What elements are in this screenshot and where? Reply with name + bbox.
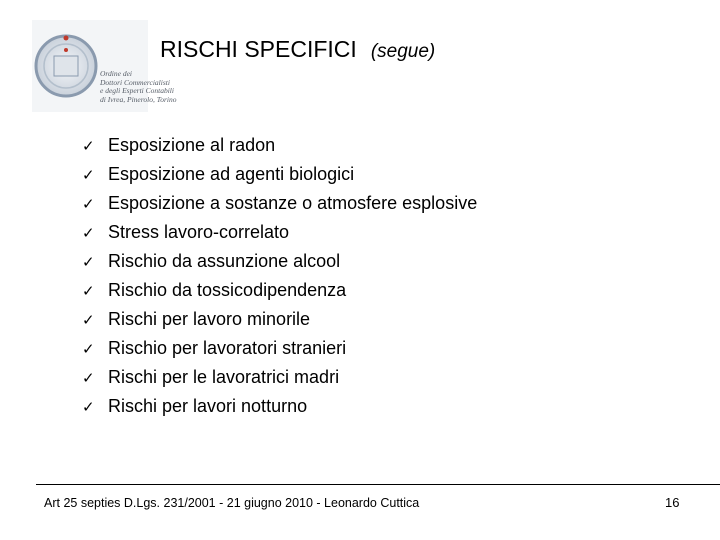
list-item-label: Rischio da tossicodipendenza [108, 280, 347, 300]
footer-divider [36, 484, 720, 485]
logo-line: e degli Esperti Contabili [100, 86, 174, 95]
footer-text: Art 25 septies D.Lgs. 231/2001 - 21 giugno 2010 - Leonardo Cuttica [44, 496, 420, 510]
list-item-label: Esposizione a sostanze o atmosfere esplosive [108, 193, 478, 213]
title-text: RISCHI SPECIFICI [160, 36, 357, 62]
logo-text [100, 70, 180, 104]
list-item [82, 363, 477, 392]
checkmark-icon: ✓ [82, 310, 95, 329]
list-item [82, 334, 477, 363]
list-item-label: Stress lavoro-correlato [108, 222, 290, 242]
list-item [82, 160, 477, 189]
list-item-label: Rischi per le lavoratrici madri [108, 367, 340, 387]
checkmark-icon: ✓ [82, 368, 95, 387]
list-item-label: Esposizione ad agenti biologici [108, 164, 355, 184]
subtitle-text: (segue) [370, 41, 436, 62]
checkmark-icon: ✓ [82, 165, 95, 184]
list-item [82, 276, 477, 305]
list-item-label: Esposizione al radon [108, 135, 276, 155]
checkmark-icon: ✓ [82, 223, 95, 242]
logo-line: Dottori Commercialisti [100, 77, 170, 87]
list-item-label: Rischio per lavoratori stranieri [108, 338, 347, 358]
risk-list [82, 131, 477, 421]
checkmark-icon: ✓ [82, 339, 95, 358]
checkmark-icon: ✓ [82, 252, 95, 271]
logo-line: di Ivrea, Pinerolo, Torino [100, 94, 177, 104]
slide-title [160, 36, 435, 63]
list-item-label: Rischi per lavoro minorile [108, 309, 311, 329]
list-item [82, 392, 477, 421]
list-item [82, 218, 477, 247]
list-item-label: Rischio da assunzione alcool [108, 251, 341, 271]
page-number: 16 [665, 495, 680, 510]
list-item [82, 247, 477, 276]
checkmark-icon: ✓ [82, 397, 95, 416]
checkmark-icon: ✓ [82, 281, 95, 300]
list-item [82, 131, 477, 160]
logo-line: Ordine dei [100, 69, 133, 78]
logo [32, 20, 177, 112]
list-item [82, 189, 477, 218]
checkmark-icon: ✓ [82, 136, 95, 155]
checkmark-icon: ✓ [82, 194, 95, 213]
list-item-label: Rischi per lavori notturno [108, 396, 308, 416]
list-item [82, 305, 477, 334]
